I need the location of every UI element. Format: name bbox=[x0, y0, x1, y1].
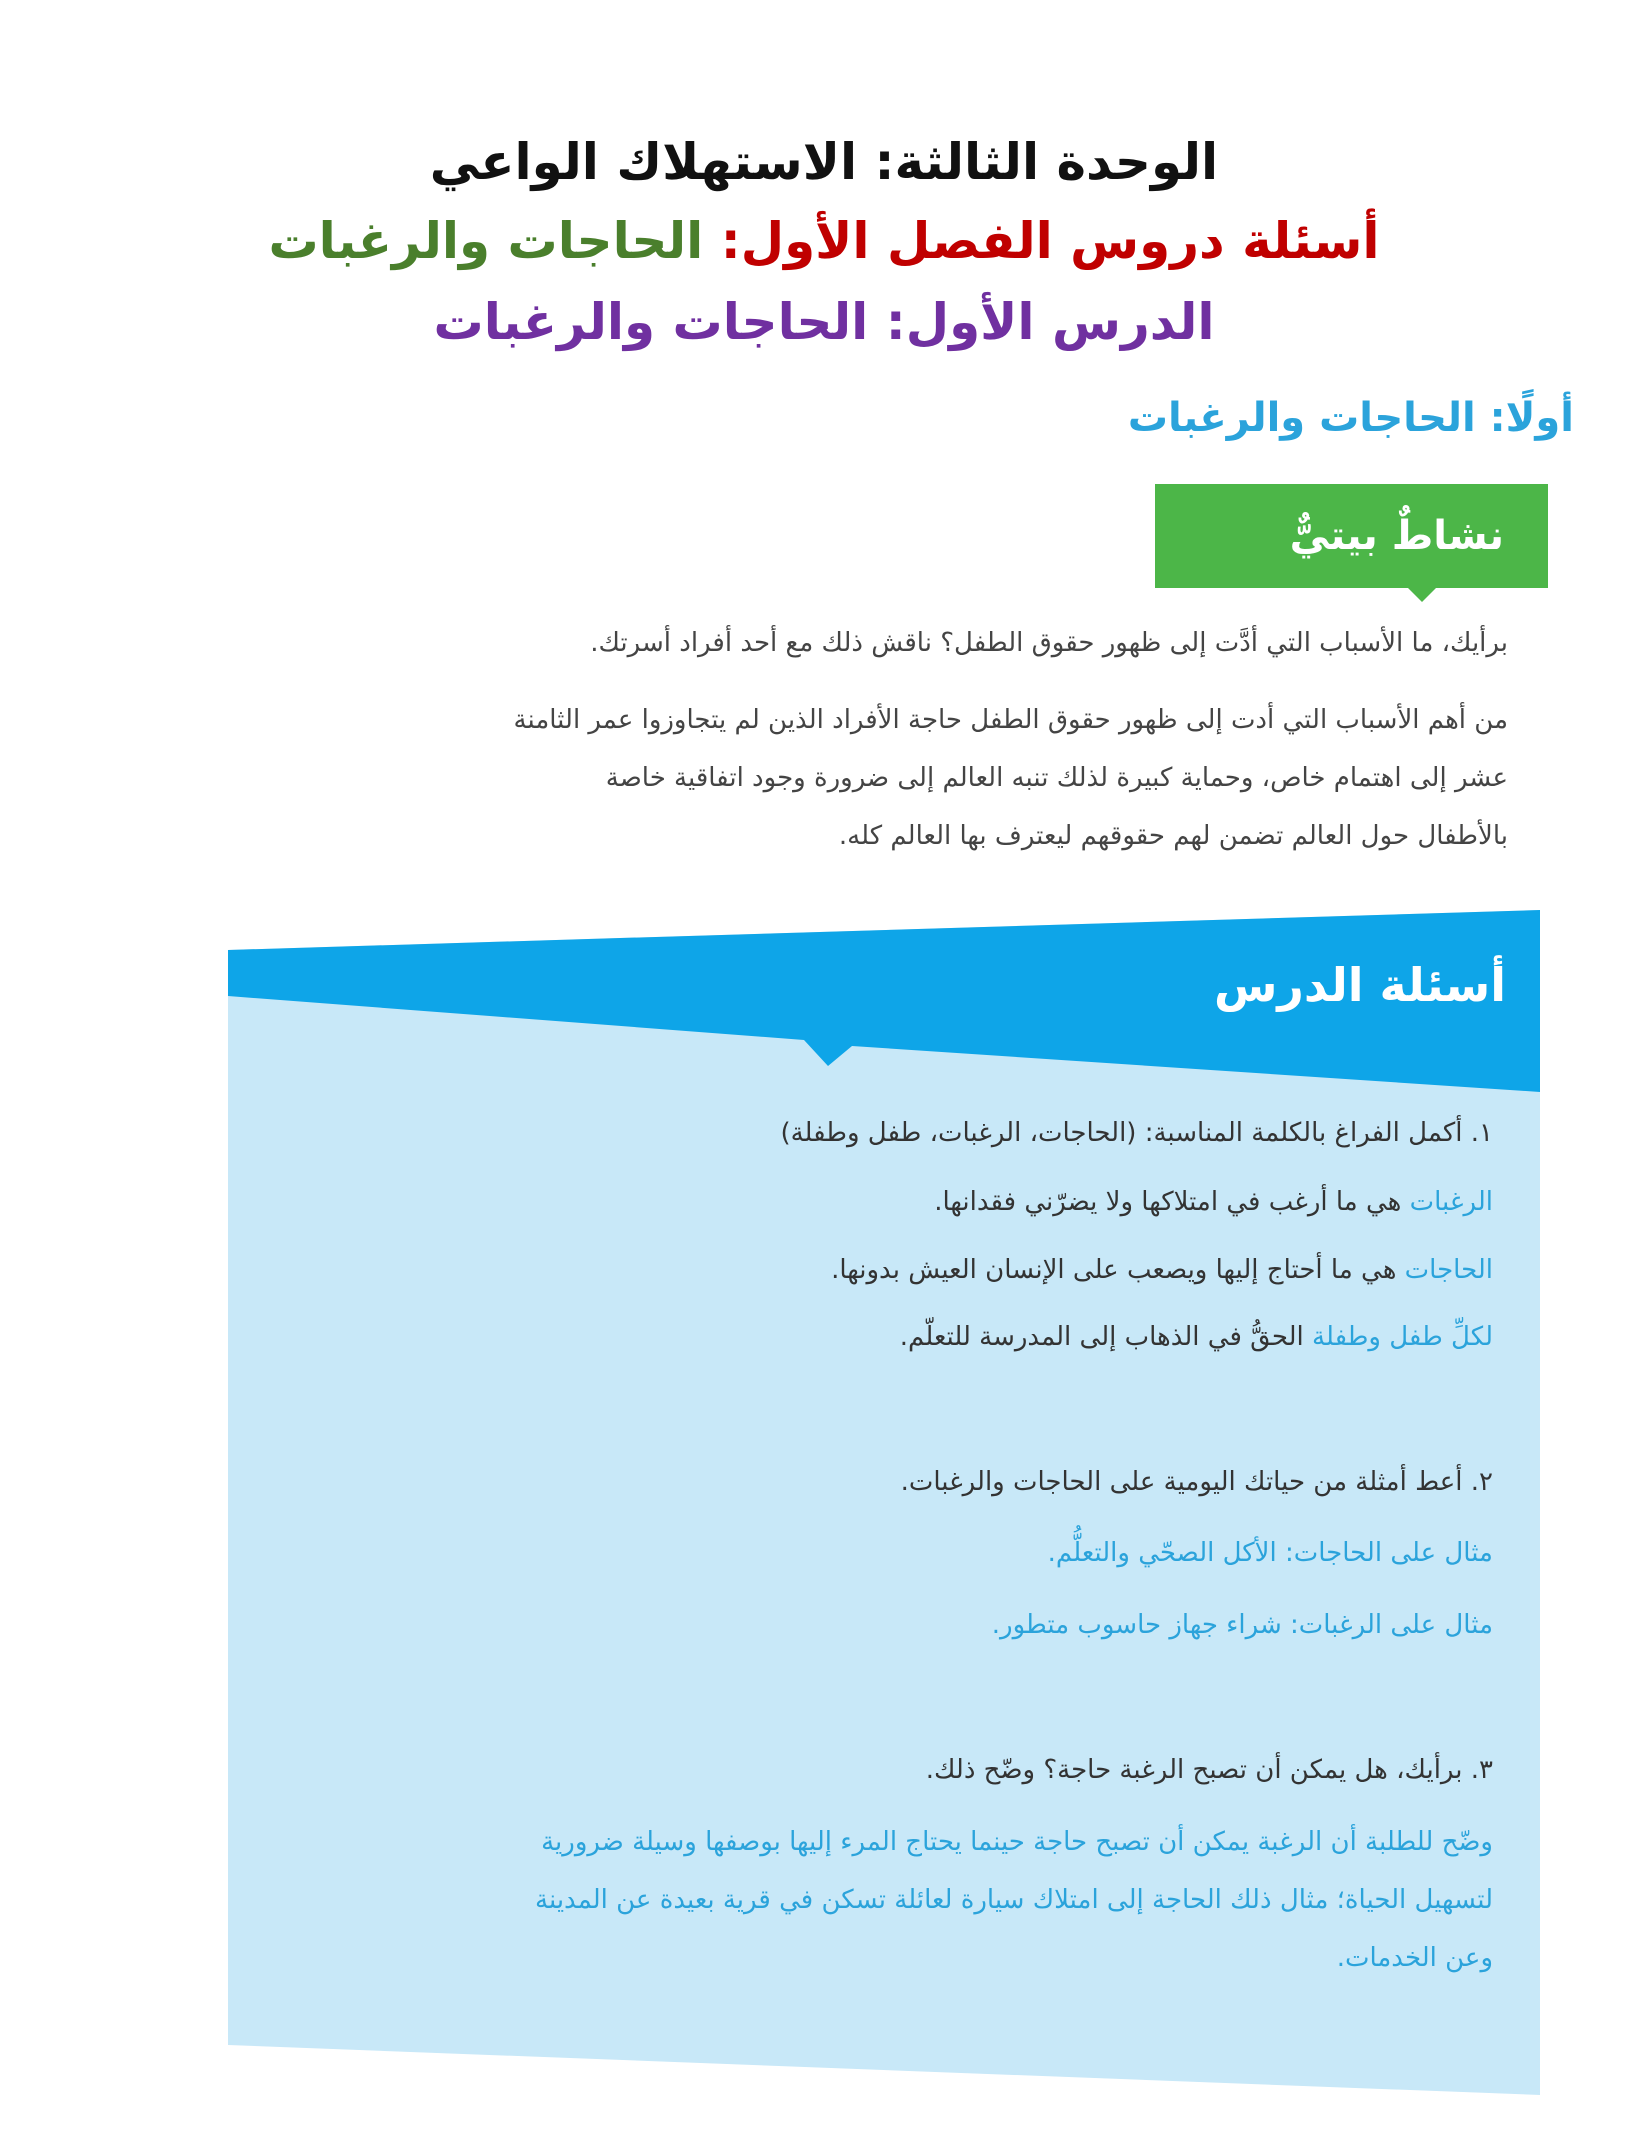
question-1-item bbox=[934, 1187, 1493, 1217]
home-activity-badge: نشاطٌ بيتيٌّ bbox=[1155, 484, 1548, 588]
activity-answer-line: عشر إلى اهتمام خاص، وحماية كبيرة لذلك تنبه العالم إلى ضرورة وجود اتفاقية خاصة bbox=[605, 763, 1508, 793]
question-1-item bbox=[900, 1322, 1493, 1352]
question-2-answer: مثال على الرغبات: شراء جهاز حاسوب متطور. bbox=[991, 1610, 1493, 1640]
question-3-answer-line: وعن الخدمات. bbox=[1336, 1943, 1493, 1973]
question-3-answer-line: لتسهيل الحياة؛ مثال ذلك الحاجة إلى امتلاك سيارة لعائلة تسكن في قرية بعيدة عن المدينة bbox=[535, 1885, 1493, 1915]
activity-answer-line: من أهم الأسباب التي أدت إلى ظهور حقوق الطفل حاجة الأفراد الذين لم يتجاوزوا عمر الثامنة bbox=[513, 705, 1508, 735]
question-1-prompt: ١. أكمل الفراغ بالكلمة المناسبة: (الحاجات، الرغبات، طفل وطفلة) bbox=[780, 1118, 1493, 1148]
lesson-questions-title: أسئلة الدرس bbox=[1213, 958, 1506, 1012]
chapter-title-topic: الحاجات والرغبات bbox=[268, 212, 721, 270]
question-3-prompt: ٣. برأيك، هل يمكن أن تصبح الرغبة حاجة؟ وضّح ذلك. bbox=[925, 1755, 1493, 1785]
panel-background bbox=[228, 910, 1540, 2095]
question-2-prompt: ٢. أعط أمثلة من حياتك اليومية على الحاجات والرغبات. bbox=[900, 1467, 1493, 1497]
fill-sentence: الحقُّ في الذهاب إلى المدرسة للتعلّم. bbox=[899, 1322, 1313, 1352]
lesson-title: الدرس الأول: الحاجات والرغبات bbox=[433, 293, 1215, 351]
section-heading: أولًا: الحاجات والرغبات bbox=[1127, 395, 1574, 441]
fill-answer: لكلِّ طفل وطفلة bbox=[1312, 1322, 1493, 1352]
chapter-title-prefix: أسئلة دروس الفصل الأول: bbox=[720, 212, 1380, 270]
activity-question: برأيك، ما الأسباب التي أدَّت إلى ظهور حقوق الطفل؟ ناقش ذلك مع أحد أفراد أسرتك. bbox=[590, 628, 1508, 658]
fill-answer: الرغبات bbox=[1409, 1187, 1493, 1217]
unit-title: الوحدة الثالثة: الاستهلاك الواعي bbox=[429, 133, 1219, 191]
question-3-answer-line: وضّح للطلبة أن الرغبة يمكن أن تصبح حاجة حينما يحتاج المرء إليها بوصفها وسيلة ضرورية bbox=[541, 1827, 1493, 1857]
question-2-answer: مثال على الحاجات: الأكل الصحّي والتعلُّم. bbox=[1047, 1538, 1493, 1568]
fill-answer: الحاجات bbox=[1404, 1255, 1493, 1285]
fill-sentence: هي ما أحتاج إليها ويصعب على الإنسان العيش بدونها. bbox=[831, 1255, 1405, 1285]
activity-answer-line: بالأطفال حول العالم تضمن لهم حقوقهم ليعترف بها العالم كله. bbox=[838, 821, 1508, 851]
question-1-item bbox=[831, 1255, 1493, 1285]
fill-sentence: هي ما أرغب في امتلاكها ولا يضرّني فقدانها. bbox=[934, 1187, 1410, 1217]
